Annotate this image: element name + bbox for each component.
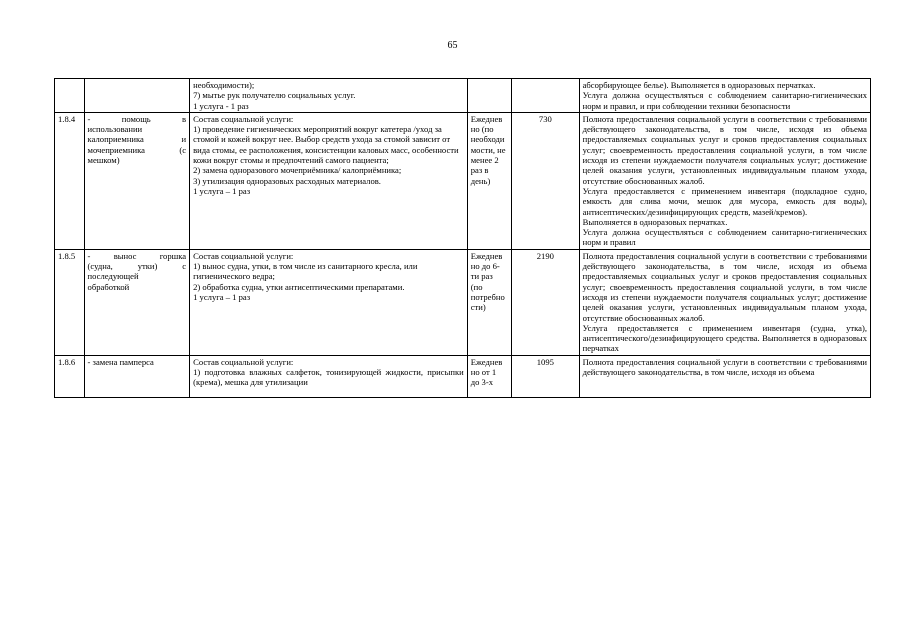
period-line: но (по (470, 124, 494, 135)
content-line: 1 услуга – 1 раз (193, 291, 251, 302)
period-line: Ежеднев (470, 250, 503, 261)
period-line: раз в (470, 165, 489, 176)
period-line: Ежеднев (470, 113, 503, 124)
period-line: необходи (470, 134, 505, 145)
service-price: 730 (512, 112, 580, 249)
period-line: Ежеднев (470, 356, 503, 367)
name-line: калоприемника и (87, 134, 187, 145)
service-number (55, 79, 85, 113)
content-line: необходимости); (193, 80, 255, 90)
name-line: - вынос горшка (87, 250, 187, 261)
service-content (190, 249, 468, 355)
content-line: 1) проведение гигиенических мероприятий вокруг катетера /уход за стомой и кожей вокруг нее. Выбор средств ухода за стомой зависит от вида стомы, ее расположения, консистенции каловых масс, особенности кожи вокруг стомы и предпочтений самого пациента; (193, 124, 459, 166)
service-period (467, 112, 511, 249)
name-line: последующей (87, 271, 139, 282)
period-line: мости, не (470, 144, 506, 155)
content-line: 2) замена одноразового мочеприёмника/ калоприёмника; (193, 165, 402, 176)
table-row-1-8-5 (55, 249, 871, 355)
content-line: 1 услуга - 1 раз (193, 100, 249, 111)
period-line: (по (470, 281, 483, 292)
quality-paragraph: Услуга должна осуществляться с соблюдением санитарно-гигиенических норм и правил, и при соблюдении техники безопасности (582, 90, 867, 111)
table-row-1-8-6 (55, 355, 871, 397)
content-line: Состав социальной услуги: (193, 356, 294, 367)
quality-paragraph: Полнота предоставления социальной услуги в соответствии с требованиями действующего законодательства, в том числе, исходя из объема (582, 356, 867, 378)
table-row-continuation (55, 79, 871, 113)
service-price: 1095 (512, 355, 580, 397)
content-line: 7) мытье рук получателю социальных услуг. (193, 90, 356, 101)
content-line: 1) вынос судна, утки, в том числе из санитарного кресла, или гигиенического ведра; (193, 261, 418, 282)
name-line: (судна, утки) с (87, 261, 187, 272)
service-period (467, 355, 511, 397)
service-number: 1.8.5 (55, 249, 85, 355)
table-row-1-8-4 (55, 112, 871, 249)
service-period (467, 249, 511, 355)
content-line: Состав социальной услуги: (193, 113, 294, 124)
service-quality (579, 355, 870, 397)
content-line: 1 услуга – 1 раз (193, 185, 251, 196)
period-line: потребно (470, 291, 505, 302)
service-price (512, 79, 580, 113)
name-line: мешком) (87, 155, 120, 166)
name-line: мочеприемника (с (87, 144, 187, 155)
service-name (84, 79, 190, 113)
name-line: обработкой (87, 281, 130, 292)
service-quality (579, 79, 870, 113)
period-line: ти раз (470, 271, 493, 282)
service-content (190, 79, 468, 113)
service-quality (579, 249, 870, 355)
quality-paragraph: Услуга предоставляется с применением инвентаря (судна, утка), антисептического/дезинфицирующего средства. Выполняется в одноразовых перчатках (582, 322, 867, 354)
content-line: 2) обработка судна, утки антисептическими препаратами. (193, 281, 405, 292)
name-line: - помощь в (87, 113, 187, 124)
quality-paragraph: Полнота предоставления социальной услуги в соответствии с требованиями действующего законодательства, в том числе, исходя из объема предоставляемых социальных услуг и сроков предоставления социальных услуг; своевременность предоставления социальной услуги, в том числе исходя из степени нуждаемости получателя социальных услуг; достижение целей оказания услуги, установленных индивидуальным планом ухода, отсутствие обоснованных жалоб. (582, 250, 867, 323)
service-name (84, 249, 190, 355)
quality-paragraph: абсорбирующее белье). Выполняется в одноразовых перчатках. (582, 80, 816, 90)
service-name (84, 355, 190, 397)
content-line: Состав социальной услуги: (193, 250, 294, 261)
period-line: сти) (470, 302, 486, 313)
service-number: 1.8.4 (55, 112, 85, 249)
period-line: день) (470, 175, 491, 186)
period-line: но до 6- (470, 261, 500, 272)
service-number: 1.8.6 (55, 355, 85, 397)
name-line: - замена памперса (87, 356, 154, 367)
period-line: до 3-х (470, 377, 494, 388)
service-content (190, 355, 468, 397)
service-price: 2190 (512, 249, 580, 355)
content-line: 1) подготовка влажных салфеток, тонизирующей жидкости, присыпки (крема), мешка для утилизации (193, 367, 464, 388)
quality-paragraph: Полнота предоставления социальной услуги в соответствии с требованиями действующего законодательства, в том числе, исходя из объема предоставляемых социальных услуг и сроков предоставления социальных услуг; своевременность предоставления социальной услуги, в том числе исходя из степени нуждаемости получателя социальных услуг; достижение целей оказания услуги, установленных индивидуальным планом ухода, отсутствие обоснованных жалоб. (582, 113, 867, 186)
page-number: 65 (447, 40, 458, 51)
period-line: менее 2 (470, 155, 499, 166)
name-line: использовании (87, 124, 143, 135)
quality-paragraph: Услуга должна осуществляться с соблюдением санитарно-гигиенических норм и правил (582, 227, 867, 248)
period-line: но от 1 (470, 367, 497, 378)
content-line: 3) утилизация одноразовых расходных материалов. (193, 175, 381, 186)
quality-paragraph: Выполняется в одноразовых перчатках. (582, 216, 728, 227)
service-content (190, 112, 468, 249)
services-table (54, 78, 871, 398)
service-period (467, 79, 511, 113)
service-quality (579, 112, 870, 249)
quality-paragraph: Услуга предоставляется с применением инвентаря (подкладное судно, емкость для слива мочи, мешок для мусора, емкость для воды), антисептических/дезинфицирующих средств, мазей/кремов). (582, 185, 867, 217)
service-name (84, 112, 190, 249)
